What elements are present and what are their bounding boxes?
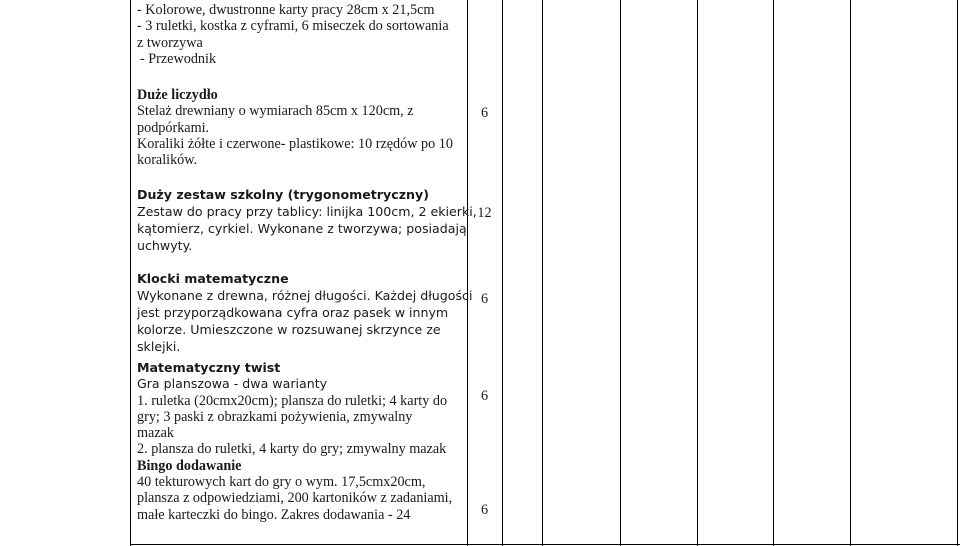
column-divider (467, 0, 468, 546)
description-line: mazak (137, 425, 175, 442)
item-title: Matematyczny twist (137, 360, 281, 375)
quantity-cell: 6 (480, 105, 489, 121)
description-line: z tworzywa (137, 34, 203, 51)
description-line: uchwyty. (137, 238, 193, 253)
description-line: 2. plansza do ruletki, 4 karty do gry; zmywalny mazak (137, 441, 447, 458)
table-row (137, 270, 473, 355)
description-line: plansza z odpowiedziami, 200 kartoników z zadaniami, (137, 490, 453, 507)
description-line: Zestaw do pracy przy tablicy: linijka 100cm, 2 ekierki, (137, 204, 477, 219)
quantity-cell: 6 (480, 388, 489, 404)
description-line: małe karteczki do bingo. Zakres dodawania - 24 (137, 506, 411, 523)
column-divider (773, 0, 774, 546)
column-divider (850, 0, 851, 546)
quantity-cell: 6 (480, 291, 489, 307)
description-line: 1. ruletka (20cmx20cm); plansza do ruletki; 4 karty do (137, 392, 448, 409)
description-line: koralików. (137, 152, 198, 169)
column-divider (620, 0, 621, 546)
description-line: jest przyporządkowana cyfra oraz pasek w innym (137, 305, 449, 320)
description-line: podpórkami. (137, 119, 210, 136)
table-row (137, 87, 467, 168)
table-row (137, 186, 477, 254)
description-line: Wykonane z drewna, różnej długości. Każdej długości (137, 288, 473, 303)
description-line: Stelaż drewniany o wymiarach 85cm x 120cm, z (137, 103, 414, 120)
item-title: Bingo dodawanie (137, 457, 242, 474)
table-row (137, 2, 467, 67)
description-line: - 3 ruletki, kostka z cyframi, 6 miseczek do sortowania (137, 18, 449, 35)
description-line: - Przewodnik (140, 50, 217, 67)
description-line: kątomierz, cyrkiel. Wykonane z tworzywa; posiadają (137, 221, 467, 236)
description-line: - Kolorowe, dwustronne karty pracy 28cm x 21,5cm (137, 2, 435, 18)
table-border-right (957, 0, 958, 546)
table-border-bottom (130, 544, 960, 545)
column-divider (502, 0, 503, 546)
quantity-cell: 6 (480, 502, 489, 518)
item-title: Duże liczydło (137, 87, 218, 103)
description-line: gry; 3 paski z obrazkami pożywienia, zmywalny (137, 408, 413, 425)
description-line: 40 tekturowych kart do gry o wym. 17,5cmx20cm, (137, 474, 426, 491)
description-line: Koraliki żółte i czerwone- plastikowe: 10 rzędów po 10 (137, 135, 453, 152)
description-line: Gra planszowa - dwa warianty (137, 376, 328, 392)
table-row (137, 360, 467, 523)
quantity-cell: 12 (477, 205, 492, 221)
description-line: kolorze. Umieszczone w rozsuwanej skrzynce ze (137, 322, 441, 337)
item-title: Klocki matematyczne (137, 271, 289, 286)
description-line: sklejki. (137, 339, 181, 354)
column-divider (697, 0, 698, 546)
column-divider (542, 0, 543, 546)
item-title: Duży zestaw szkolny (trygonometryczny) (137, 187, 429, 202)
table-border-left (130, 0, 131, 546)
